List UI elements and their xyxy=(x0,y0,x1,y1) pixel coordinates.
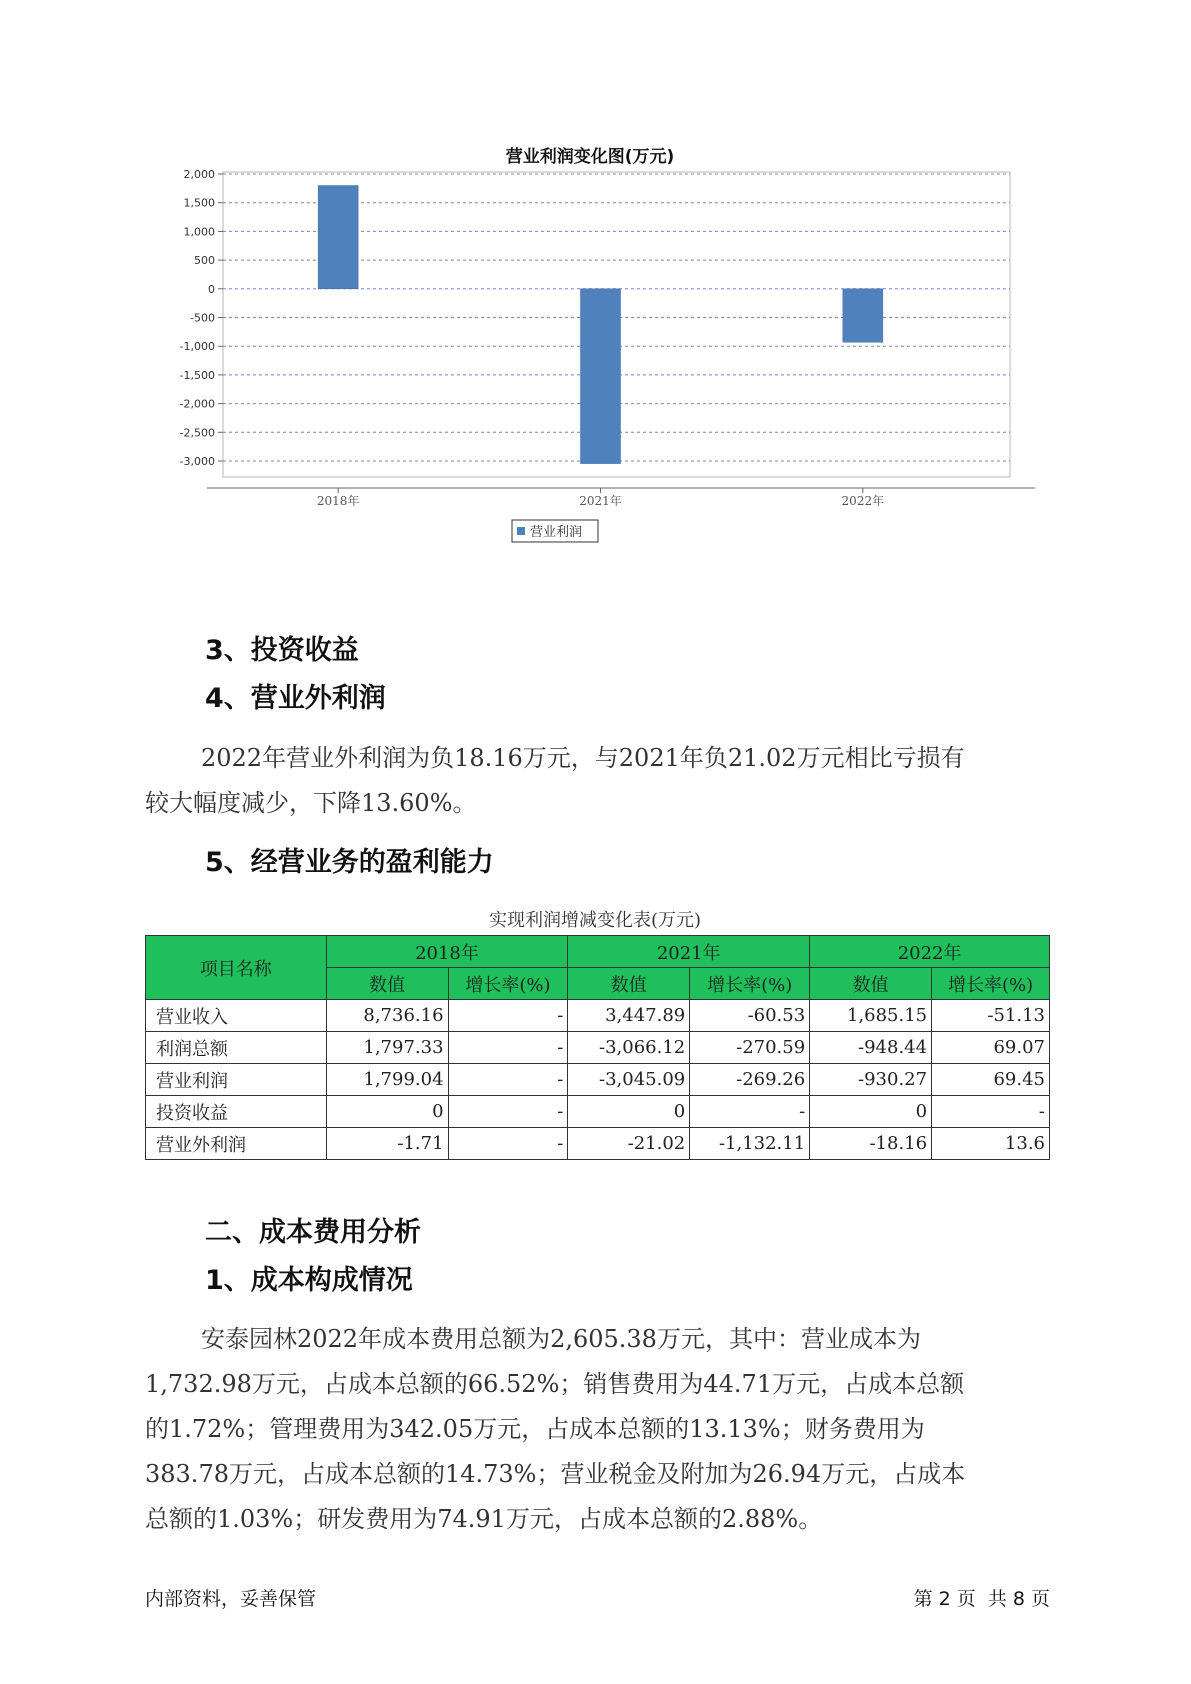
bar xyxy=(318,186,358,289)
table-cell: -269.26 xyxy=(690,1064,810,1096)
table-cell: -270.59 xyxy=(690,1032,810,1064)
x-tick-label: 2018年 xyxy=(316,494,360,508)
table-cell: 1,797.33 xyxy=(326,1032,448,1064)
table-row xyxy=(146,1064,1050,1096)
para-line: 383.78万元，占成本总额的14.73%；营业税金及附加为26.94万元，占成本 xyxy=(145,1460,966,1488)
y-tick-label: -1,500 xyxy=(179,368,215,382)
table-cell: -948.44 xyxy=(810,1032,932,1064)
table-cell: - xyxy=(448,1032,568,1064)
heading-cost-structure: 1、成本构成情况 xyxy=(205,1265,413,1296)
legend-swatch xyxy=(517,527,525,535)
y-tick-label: 500 xyxy=(194,254,215,268)
chart-title: 营业利润变化图(万元) xyxy=(505,147,675,167)
table-cell: -51.13 xyxy=(932,1000,1050,1032)
bar xyxy=(581,289,621,464)
table-cell: -1.71 xyxy=(326,1128,448,1160)
para-line: 1,732.98万元，占成本总额的66.52%；销售费用为44.71万元，占成本总额 xyxy=(145,1370,965,1398)
row-name: 投资收益 xyxy=(146,1096,327,1128)
table-cell: -1,132.11 xyxy=(690,1128,810,1160)
table-cell: -60.53 xyxy=(690,1000,810,1032)
col-header-growth: 增长率(%) xyxy=(448,968,568,1000)
col-header-value: 数值 xyxy=(326,968,448,1000)
table-cell: -930.27 xyxy=(810,1064,932,1096)
heading-non-operating-profit: 4、营业外利润 xyxy=(205,683,386,714)
table-row xyxy=(146,1128,1050,1160)
table-cell: -3,066.12 xyxy=(568,1032,690,1064)
table-cell: -3,045.09 xyxy=(568,1064,690,1096)
row-name: 营业收入 xyxy=(146,1000,327,1032)
table-cell: - xyxy=(448,1096,568,1128)
y-tick-label: -500 xyxy=(190,311,215,325)
col-header-growth: 增长率(%) xyxy=(932,968,1050,1000)
y-tick-label: -2,500 xyxy=(179,426,215,440)
table-cell: 0 xyxy=(810,1096,932,1128)
table-cell: 69.07 xyxy=(932,1032,1050,1064)
table-cell: - xyxy=(448,1000,568,1032)
row-name: 营业外利润 xyxy=(146,1128,327,1160)
bar xyxy=(843,289,883,342)
para-line: 较大幅度减少，下降13.60%。 xyxy=(145,789,477,817)
para-line: 安泰园林2022年成本费用总额为2,605.38万元，其中：营业成本为 xyxy=(201,1325,921,1353)
x-tick-label: 2021年 xyxy=(579,494,622,508)
table-cell: - xyxy=(448,1128,568,1160)
table-cell: -21.02 xyxy=(568,1128,690,1160)
table-row xyxy=(146,1032,1050,1064)
heading-profitability: 5、经营业务的盈利能力 xyxy=(205,847,494,878)
row-name: 营业利润 xyxy=(146,1064,327,1096)
table-caption: 实现利润增减变化表(万元) xyxy=(488,910,702,931)
table-row xyxy=(146,1096,1050,1128)
y-tick-label: -1,000 xyxy=(179,340,215,354)
x-tick-label: 2022年 xyxy=(841,494,885,508)
table-cell: 0 xyxy=(326,1096,448,1128)
para-line: 2022年营业外利润为负18.16万元，与2021年负21.02万元相比亏损有 xyxy=(201,744,965,772)
y-tick-label: 1,000 xyxy=(183,225,215,239)
table-cell: - xyxy=(932,1096,1050,1128)
y-tick-label: -2,000 xyxy=(179,397,215,411)
col-header-value: 数值 xyxy=(810,968,932,1000)
y-tick-label: -3,000 xyxy=(179,455,215,468)
col-header-year: 2018年 xyxy=(326,936,568,968)
col-header-item-name: 项目名称 xyxy=(146,936,327,1000)
table-cell: - xyxy=(690,1096,810,1128)
heading-investment-income: 3、投资收益 xyxy=(205,635,359,666)
chart-svg xyxy=(140,130,1040,590)
paragraph-non-operating xyxy=(145,736,1050,826)
para-line: 的1.72%；管理费用为342.05万元，占成本总额的13.13%；财务费用为 xyxy=(145,1415,925,1443)
table-row xyxy=(146,1000,1050,1032)
paragraph-cost-structure xyxy=(145,1317,1050,1542)
operating-profit-chart xyxy=(140,130,1040,590)
heading-cost-analysis: 二、成本费用分析 xyxy=(205,1217,421,1248)
table-cell: 1,799.04 xyxy=(326,1064,448,1096)
y-tick-label: 0 xyxy=(208,282,215,296)
row-name: 利润总额 xyxy=(146,1032,327,1064)
table-cell: 3,447.89 xyxy=(568,1000,690,1032)
footer-confidential: 内部资料，妥善保管 xyxy=(145,1588,317,1610)
y-tick-label: 1,500 xyxy=(183,196,215,210)
table-cell: 1,685.15 xyxy=(810,1000,932,1032)
table-cell: 69.45 xyxy=(932,1064,1050,1096)
col-header-growth: 增长率(%) xyxy=(690,968,810,1000)
y-tick-label: 2,000 xyxy=(183,168,215,181)
legend-label: 营业利润 xyxy=(530,525,583,540)
col-header-year: 2022年 xyxy=(810,936,1050,968)
footer-page-number: 第 2 页 共 8 页 xyxy=(913,1588,1050,1610)
table-cell: - xyxy=(448,1064,568,1096)
para-line: 总额的1.03%；研发费用为74.91万元，占成本总额的2.88%。 xyxy=(145,1505,823,1533)
table-cell: -18.16 xyxy=(810,1128,932,1160)
col-header-value: 数值 xyxy=(568,968,690,1000)
table-cell: 8,736.16 xyxy=(326,1000,448,1032)
col-header-year: 2021年 xyxy=(568,936,810,968)
profit-change-table xyxy=(145,935,1050,1160)
table-cell: 13.6 xyxy=(932,1128,1050,1160)
table-cell: 0 xyxy=(568,1096,690,1128)
